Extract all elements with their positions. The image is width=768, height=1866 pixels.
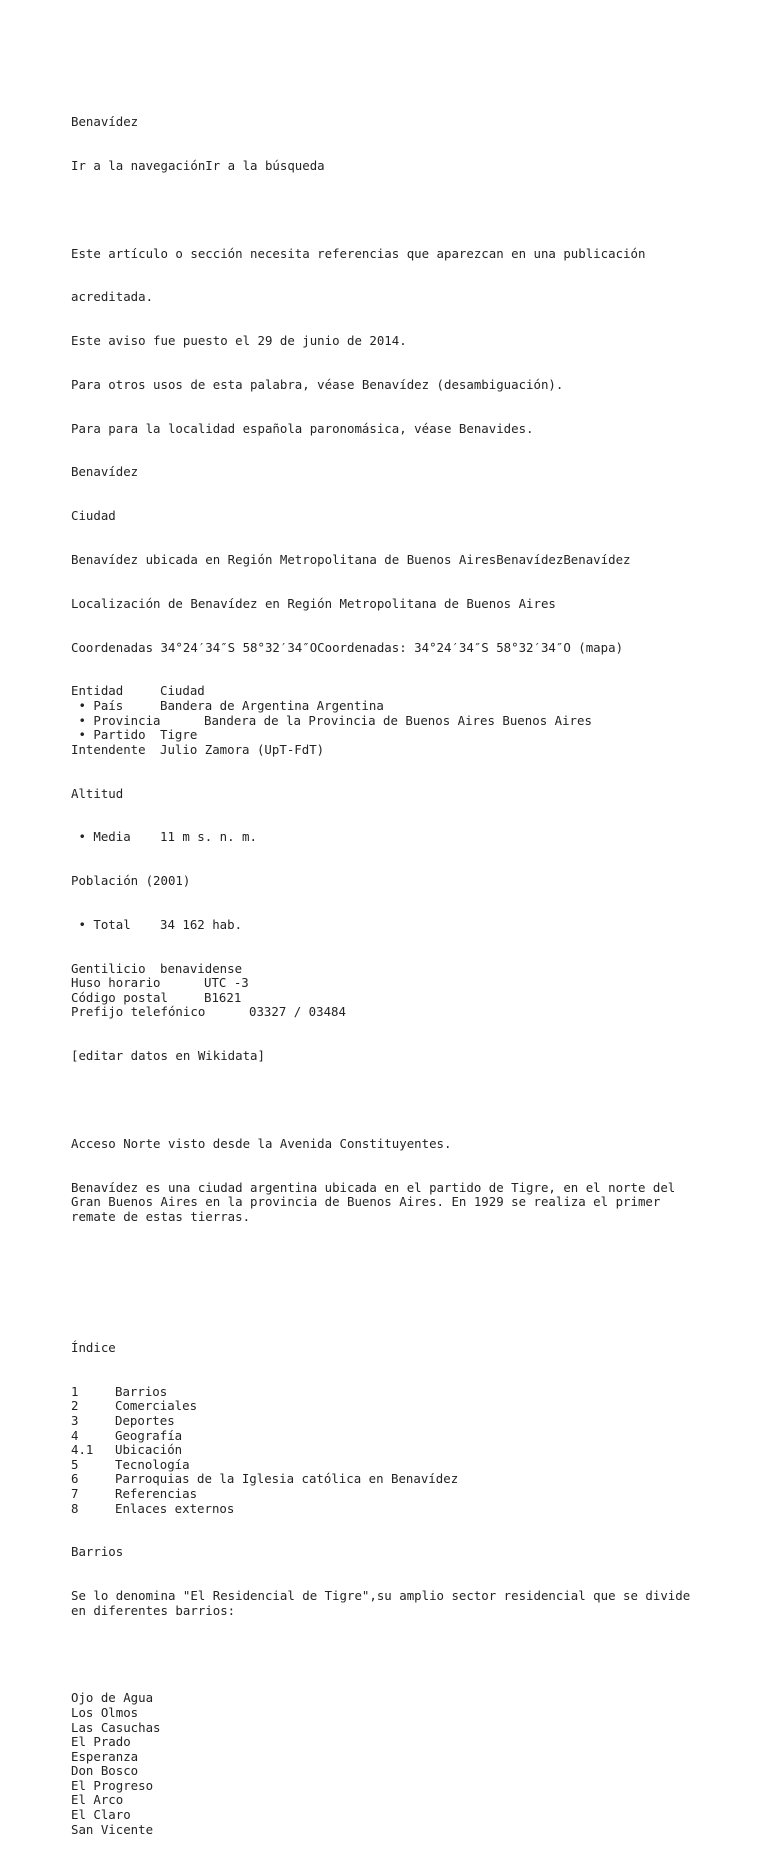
infobox-row (71, 728, 731, 743)
infobox-row (71, 714, 731, 729)
paronym-hatnote[interactable]: Para para la localidad española paronomásica, véase Benavides. (71, 420, 534, 436)
infobox-altitude-label: Altitud (71, 785, 124, 801)
edit-wikidata-link[interactable]: [editar datos en Wikidata] (71, 1048, 265, 1064)
infobox-row (71, 684, 731, 699)
infobox-map-caption: Benavídez ubicada en Región Metropolitana de Buenos AiresBenavídezBenavídez (71, 552, 631, 567)
spacer (71, 203, 731, 218)
toc-item-number: 2 (71, 1398, 79, 1414)
toc-item[interactable] (71, 1414, 731, 1429)
infobox-row-label: • País (71, 697, 124, 713)
toc-item[interactable] (71, 1487, 731, 1502)
infobox-rows-2 (71, 962, 731, 1020)
infobox-row-label: Código postal (71, 989, 168, 1005)
infobox-row-label: Intendente (71, 741, 146, 757)
infobox-row-value: B1621 (204, 989, 242, 1005)
infobox-row (71, 991, 731, 1006)
barrio-item: Ojo de Agua (71, 1690, 154, 1706)
intro-line: Benavídez es una ciudad argentina ubicada en el partido de Tigre, en el norte del (71, 1179, 676, 1195)
notice-date: Este aviso fue puesto el 29 de junio de 2014. (71, 333, 407, 349)
infobox-altitude-row (71, 830, 731, 845)
infobox-type: Ciudad (71, 508, 116, 524)
infobox-row (71, 743, 731, 758)
toc-item-label[interactable]: Referencias (115, 1486, 198, 1501)
toc-item-label[interactable]: Comerciales (115, 1398, 198, 1414)
infobox-row (71, 699, 731, 714)
infobox-row-value: Ciudad (160, 683, 205, 699)
toc-item-label[interactable]: Ubicación (115, 1442, 183, 1458)
toc-item-label[interactable]: Tecnología (115, 1456, 190, 1472)
barrios-intro-line: en diferentes barrios: (71, 1602, 236, 1618)
photo-caption: Acceso Norte visto desde la Avenida Constituyentes. (71, 1135, 452, 1151)
infobox-name: Benavídez (71, 464, 139, 480)
barrio-item: Esperanza (71, 1748, 139, 1764)
toc-item[interactable] (71, 1443, 731, 1458)
infobox-row-value: Tigre (160, 727, 198, 743)
toc-item-label[interactable]: Deportes (115, 1413, 175, 1429)
barrio-item: Los Olmos (71, 1704, 139, 1720)
toc-item[interactable] (71, 1472, 731, 1487)
toc-item-number: 7 (71, 1486, 79, 1501)
table-of-contents (71, 1385, 731, 1516)
infobox-row-label: • Partido (71, 727, 146, 743)
document-text (71, 86, 731, 1866)
toc-item-label[interactable]: Enlaces externos (115, 1500, 235, 1516)
infobox-population-label: Población (2001) (71, 873, 191, 889)
infobox-row-value: 34 162 hab. (160, 916, 243, 932)
toc-item-label[interactable]: Geografía (115, 1427, 183, 1443)
infobox-rows (71, 684, 731, 757)
barrios-intro (71, 1589, 731, 1618)
article-title: Benavídez (71, 114, 139, 130)
infobox-row-label: • Total (71, 916, 131, 932)
infobox-row (71, 830, 731, 845)
toc-item-number: 6 (71, 1471, 79, 1487)
infobox-row-label: Entidad (71, 683, 124, 699)
toc-item-label[interactable]: Parroquias de la Iglesia católica en Benavídez (115, 1471, 459, 1487)
infobox-population-row (71, 918, 731, 933)
toc-item[interactable] (71, 1399, 731, 1414)
infobox-row-value: Julio Zamora (UpT-FdT) (160, 741, 325, 757)
toc-item[interactable] (71, 1429, 731, 1444)
infobox-row-value: Bandera de Argentina Argentina (160, 697, 384, 713)
barrio-item: El Prado (71, 1734, 131, 1750)
spacer (71, 1297, 731, 1312)
barrios-list (71, 1691, 731, 1837)
toc-item-number: 1 (71, 1383, 79, 1399)
spacer (71, 1254, 731, 1269)
infobox-coordinates[interactable]: Coordenadas 34°24′34″S 58°32′34″OCoordenadas: 34°24′34″S 58°32′34″O (mapa) (71, 639, 624, 655)
infobox-row-value: 11 m s. n. m. (160, 829, 257, 845)
skip-navigation-links[interactable]: Ir a la navegaciónIr a la búsqueda (71, 157, 325, 173)
infobox-row-label: Huso horario (71, 975, 161, 991)
infobox-row-label: • Media (71, 829, 131, 845)
toc-item-number: 4.1 (71, 1442, 94, 1458)
barrio-item: Las Casuchas (71, 1719, 161, 1735)
infobox-row-value: UTC -3 (204, 975, 249, 991)
toc-title: Índice (71, 1340, 116, 1356)
references-notice-line-2: acreditada. (71, 289, 154, 305)
barrio-item: El Claro (71, 1807, 131, 1823)
barrios-intro-line: Se lo denomina "El Residencial de Tigre",su amplio sector residencial que se divide (71, 1588, 691, 1604)
infobox-location: Localización de Benavídez en Región Metropolitana de Buenos Aires (71, 595, 556, 611)
toc-item-number: 5 (71, 1456, 79, 1472)
infobox-row (71, 962, 731, 977)
toc-item-number: 3 (71, 1413, 79, 1429)
intro-line: Gran Buenos Aires en la provincia de Buenos Aires. En 1929 se realiza el primer (71, 1194, 661, 1210)
infobox-row (71, 976, 731, 991)
toc-item-number: 8 (71, 1500, 79, 1516)
references-notice-line-1: Este artículo o sección necesita referencias que aparezcan en una publicación (71, 245, 646, 261)
barrio-item: Don Bosco (71, 1763, 139, 1779)
infobox-row-label: • Provincia (71, 712, 161, 728)
disambiguation-hatnote[interactable]: Para otros usos de esta palabra, véase Benavídez (desambiguación). (71, 376, 564, 392)
infobox-row-label: Gentilicio (71, 960, 146, 976)
infobox-row-value: 03327 / 03484 (249, 1004, 346, 1020)
toc-item[interactable] (71, 1385, 731, 1400)
toc-item[interactable] (71, 1502, 731, 1517)
barrio-item: El Arco (71, 1792, 124, 1808)
spacer (71, 1648, 731, 1663)
intro-paragraph (71, 1181, 731, 1225)
section-heading-barrios: Barrios (71, 1544, 124, 1560)
spacer (71, 1093, 731, 1108)
infobox-row-value: Bandera de la Provincia de Buenos Aires Buenos Aires (204, 712, 592, 728)
toc-item[interactable] (71, 1458, 731, 1473)
infobox-row (71, 1005, 731, 1020)
infobox-row (71, 918, 731, 933)
toc-item-number: 4 (71, 1427, 79, 1443)
barrio-item: El Progreso (71, 1777, 154, 1793)
intro-line: remate de estas tierras. (71, 1208, 251, 1224)
toc-item-label[interactable]: Barrios (115, 1383, 168, 1399)
infobox-row-label: Prefijo telefónico (71, 1004, 206, 1020)
infobox-row-value: benavidense (160, 960, 243, 976)
barrio-item: San Vicente (71, 1821, 154, 1837)
